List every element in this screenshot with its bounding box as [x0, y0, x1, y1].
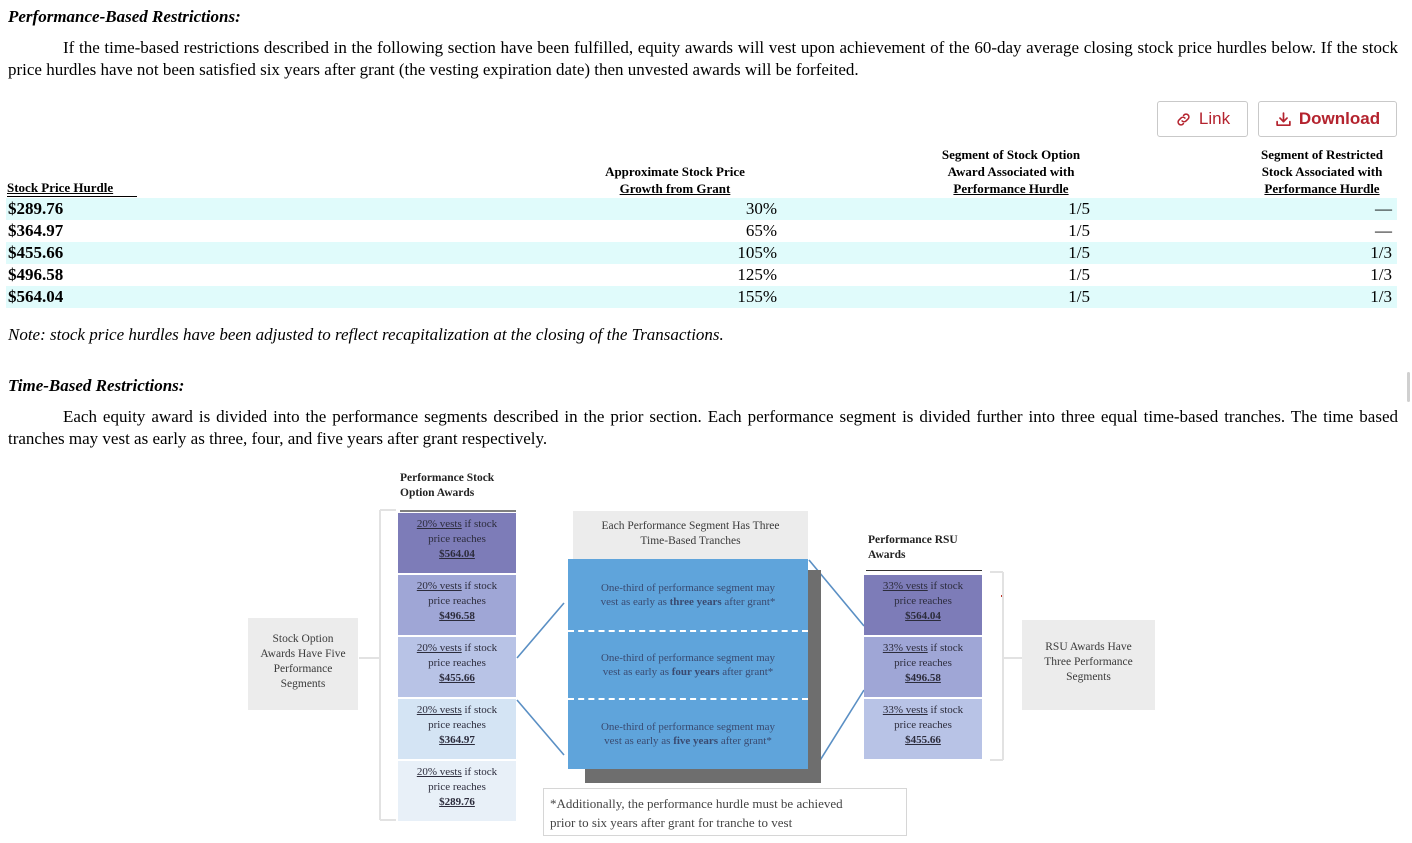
download-icon [1275, 111, 1292, 128]
option-awards-title: Performance Stock Option Awards [400, 472, 495, 499]
performance-restrictions-paragraph: If the time-based restrictions described in the following section have been fulfilled, equity awards will vest upon achievement of the 60-day average closing stock price hurdles below. If the stock price hurdles have not been satisfied six years after grant (the vesting expiration date) then unvested awards will be forfeited. [8, 38, 1398, 79]
growth-cell: 30% [745, 199, 777, 218]
footnote-box: *Additionally, the performance hurdle must be achieved prior to six years after grant for tranche to vest [543, 788, 907, 836]
table-row [6, 220, 1397, 242]
option-segment-cell: 20% vests if stock price reaches $455.66 [398, 637, 516, 697]
growth-cell: 125% [737, 265, 777, 284]
table-row [6, 198, 1397, 220]
header-underline [7, 196, 137, 197]
download-label: Download [1298, 109, 1381, 128]
header-growth: Approximate Stock Price Growth from Grant [605, 164, 745, 196]
rsu-title-underline [866, 570, 982, 571]
tranche-four-years: One-third of performance segment may vest as early as four years after grant* [600, 652, 776, 678]
option-cell: 1/5 [1068, 265, 1090, 284]
time-restrictions-paragraph: Each equity award is divided into the performance segments described in the prior section. Each performance segment is divided further into three equal time-based tranches. The time based tranches may vest as early as three, four, and five years after grant respectively. [8, 407, 1398, 448]
rsu-segment-cell: 33% vests if stock price reaches $455.66 [864, 699, 982, 759]
option-segment-cell: 20% vests if stock price reaches $496.58 [398, 575, 516, 635]
header-option-segment: Segment of Stock Option Award Associated with Performance Hurdle [941, 147, 1081, 196]
restricted-cell: — [1375, 199, 1392, 218]
restricted-cell: — [1375, 221, 1392, 240]
rsu-segment-cell: 33% vests if stock price reaches $496.58 [864, 637, 982, 697]
option-segment-cell: 20% vests if stock price reaches $289.76 [398, 761, 516, 821]
tranche-three-years: One-third of performance segment may vest as early as three years after grant* [600, 582, 776, 608]
download-button[interactable] [1258, 101, 1397, 137]
rsu-awards-box: RSU Awards Have Three Performance Segments [1022, 620, 1155, 710]
time-restrictions-heading: Time-Based Restrictions: [8, 376, 185, 395]
scrollbar-thumb[interactable] [1407, 372, 1410, 402]
performance-restrictions-heading: Performance-Based Restrictions: [8, 7, 241, 26]
restricted-cell: 1/3 [1370, 287, 1392, 306]
rsu-awards-title: Performance RSU Awards [868, 534, 958, 561]
growth-cell: 155% [737, 287, 777, 306]
growth-cell: 65% [745, 221, 777, 240]
tranche-divider [568, 698, 808, 700]
option-cell: 1/5 [1068, 243, 1090, 262]
rsu-segment-cell: 33% vests if stock price reaches $564.04 [864, 575, 982, 635]
option-cell: 1/5 [1068, 199, 1090, 218]
header-restricted-segment: Segment of Restricted Stock Associated with Performance Hurdle [1260, 147, 1383, 196]
tranche-five-years: One-third of performance segment may vest as early as five years after grant* [600, 721, 776, 747]
table-row [6, 286, 1397, 308]
tranche-divider [568, 630, 808, 632]
link-button[interactable] [1157, 101, 1248, 137]
growth-cell: 105% [737, 243, 777, 262]
option-segment-cell: 20% vests if stock price reaches $564.04 [398, 513, 516, 573]
segment-title-box: Each Performance Segment Has Three Time-Based Tranches [573, 511, 808, 559]
hurdle-cell: $289.76 [8, 199, 64, 218]
hurdle-cell: $496.58 [8, 265, 64, 284]
restricted-cell: 1/3 [1370, 243, 1392, 262]
option-segment-cell: 20% vests if stock price reaches $364.97 [398, 699, 516, 759]
table-row [6, 264, 1397, 286]
hurdle-cell: $455.66 [8, 243, 64, 262]
option-awards-box: Stock Option Awards Have Five Performance Segments [248, 618, 358, 710]
header-stock-price-hurdle: Stock Price Hurdle [7, 180, 114, 195]
option-cell: 1/5 [1068, 287, 1090, 306]
hurdle-cell: $364.97 [8, 221, 64, 240]
option-cell: 1/5 [1068, 221, 1090, 240]
link-label: Link [1198, 109, 1231, 128]
restricted-cell: 1/3 [1370, 265, 1392, 284]
table-row [6, 242, 1397, 264]
hurdle-cell: $564.04 [8, 287, 64, 306]
link-icon [1175, 111, 1192, 128]
recapitalization-note: Note: stock price hurdles have been adjusted to reflect recapitalization at the closing of the Transactions. [8, 325, 724, 344]
